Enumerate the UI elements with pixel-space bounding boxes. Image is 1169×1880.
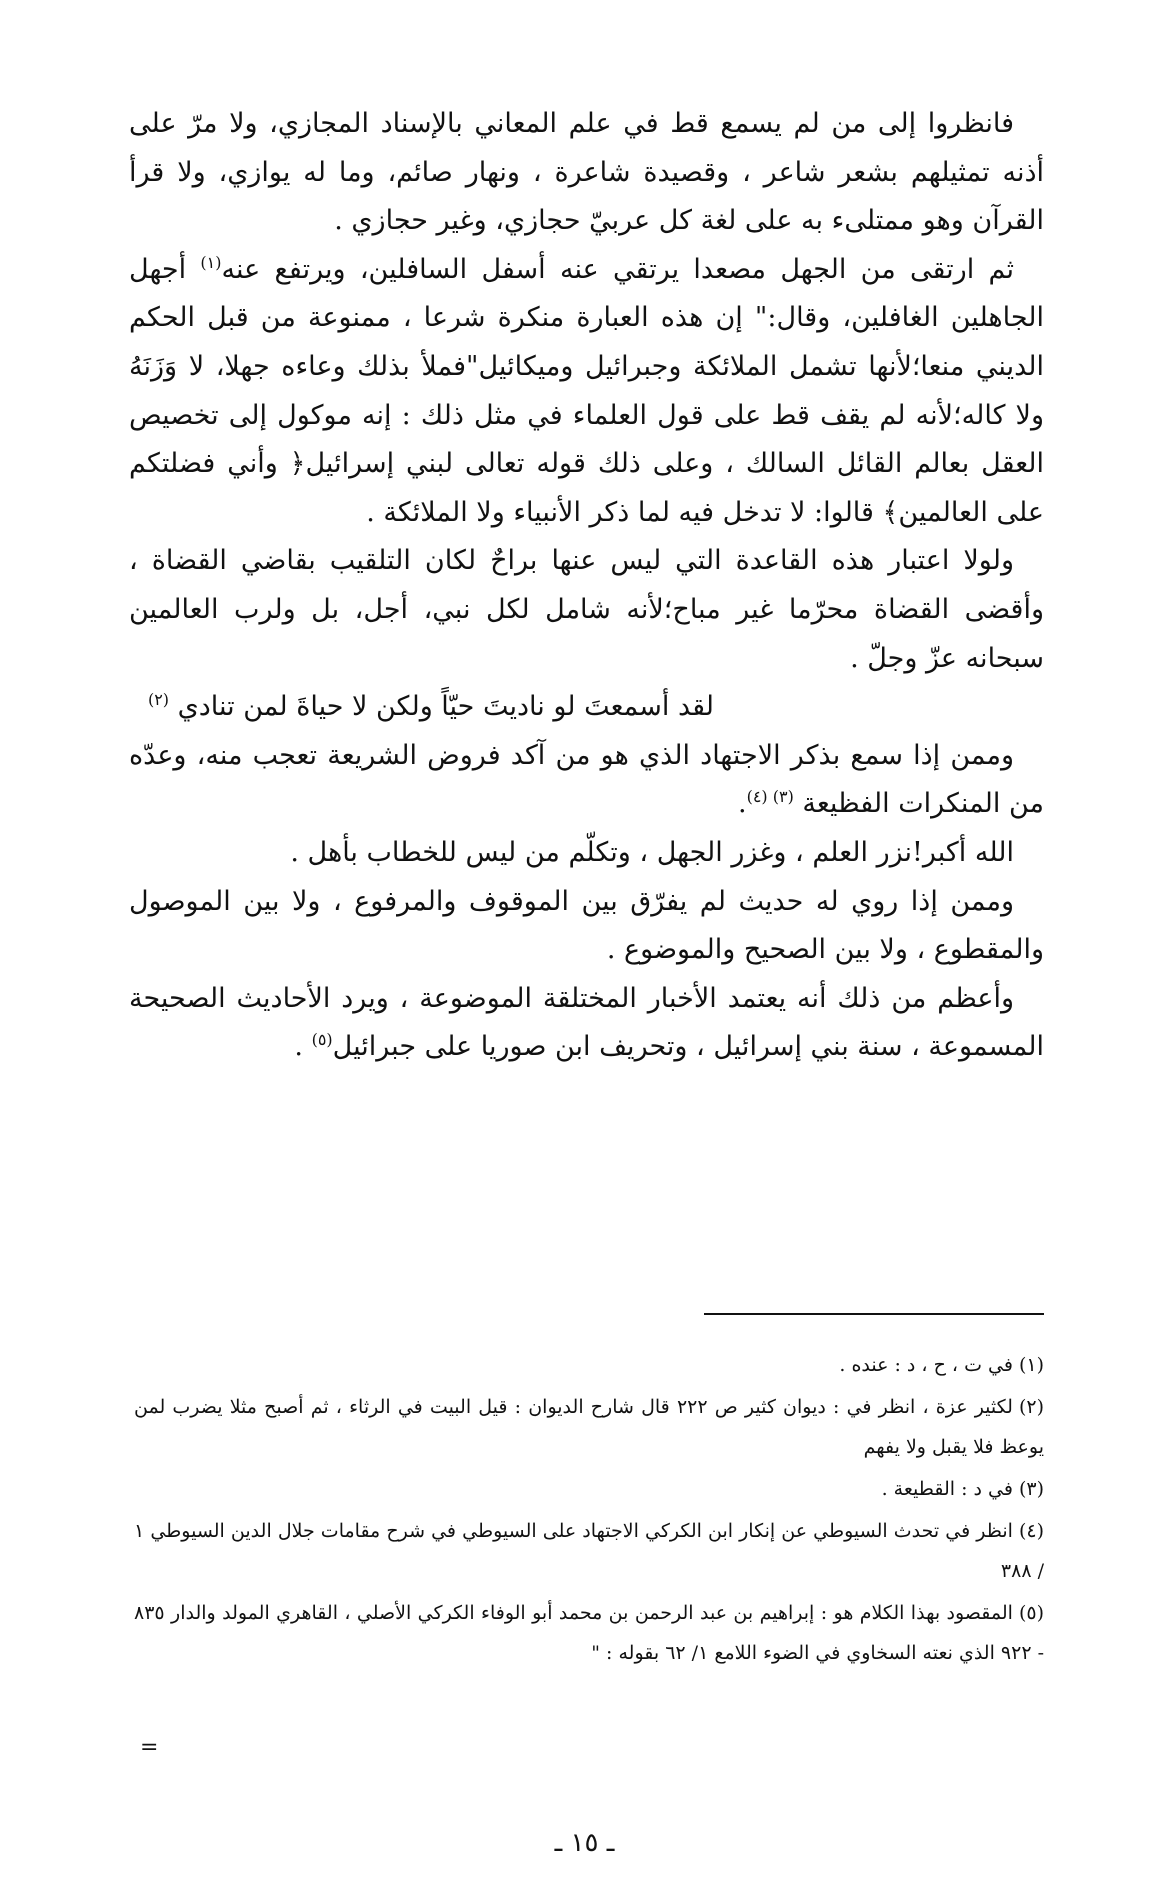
footnote-1 bbox=[134, 1345, 1044, 1385]
footnote-mark: (٤) bbox=[1018, 1520, 1044, 1542]
footnote-text: المقصود بهذا الكلام هو : إبراهيم بن عبد الرحمن بن محمد أبو الوفاء الكركي الأصلي ، القاهري المولد والدار ٨٣٥ - ٩٢٢ الذي نعته السخاوي في الضوء اللامع ١/ ٦٢ بقوله : " bbox=[134, 1602, 1044, 1664]
footnote-separator bbox=[704, 1313, 1044, 1315]
paragraph-2: ثم ارتقى من الجهل مصعدا يرتقي عنه أسفل السافلين، ويرتفع عنه$^{(١)}$ أجهل الجاهلين الغافلين، وقال:" إن هذه العبارة منكرة شرعا ، ممنوعة من قبل الحكم الديني منعا؛لأنها تشمل الملائكة وجبرائيل وميكائيل"فملأ بذلك وعاءه جهلا، لا وَزَنَهُ ولا كاله؛لأنه لم يقف قط على قول العلماء في مثل ذلك : إنه موكول إلى تخصيص العقل بعالم القائل السالك ، وعلى ذلك قوله تعالى لبني إسرائيل﴿ وأني فضلتكم على العالمين﴾ قالوا: لا تدخل فيه لما ذكر الأنبياء ولا الملائكة . bbox=[129, 252, 1044, 528]
footnote-ref-5: (٥) bbox=[311, 1030, 333, 1050]
footnote-4 bbox=[134, 1511, 1044, 1591]
paragraph-1: فانظروا إلى من لم يسمع قط في علم المعاني بالإسناد المجازي، ولا مرّ على أذنه تمثيلهم بشعر شاعر ، وقصيدة شاعرة ، ونهار صائم، وما له يوازي، ولا قرأ القرآن وهو ممتلىء به على لغة كل عربيّ حجازي، وغير حجازي . bbox=[129, 108, 1044, 237]
footnote-ref-3-4: (٣) (٤) bbox=[746, 787, 794, 807]
footnote-ref-1: (١) bbox=[200, 252, 222, 272]
page-number: ـ ١٥ ـ bbox=[554, 1828, 615, 1858]
paragraph-3: ولولا اعتبار هذه القاعدة التي ليس عنها براحٌ لكان التلقيب بقاضي القضاة ، وأقضى القضاة محرّما غير مباح؛لأنه شامل لكل نبي، أجل، بل ولرب العالمين سبحانه عزّ وجلّ . bbox=[129, 545, 1044, 674]
footnote-2 bbox=[134, 1387, 1044, 1467]
footnote-text: في د : القطيعة . bbox=[881, 1478, 1013, 1500]
footnote-3 bbox=[134, 1469, 1044, 1509]
footnote-ref-2: (٢) bbox=[147, 690, 170, 710]
footnote-text: انظر في تحدث السيوطي عن إنكار ابن الكركي الاجتهاد على السيوطي في شرح مقامات جلال الدين السيوطي ١ / ٣٨٨ bbox=[134, 1520, 1044, 1582]
footnotes bbox=[134, 1345, 1044, 1675]
poetry-verse: لقد أسمعتَ لو ناديتَ حيّاً ولكن لا حياةَ لمن تنادي $^{(٢)}$ bbox=[147, 690, 714, 723]
footnote-text: لكثير عزة ، انظر في : ديوان كثير ص ٢٢٢ قال شارح الديوان : قيل البيت في الرثاء ، ثم أصبح مثلا يضرب لمن يوعظ فلا يقبل ولا يفهم bbox=[134, 1396, 1044, 1458]
footnote-text: في ت ، ح ، د : عنده . bbox=[839, 1354, 1013, 1376]
main-text bbox=[129, 100, 1044, 1072]
paragraph-8: وأعظم من ذلك أنه يعتمد الأخبار المختلقة الموضوعة ، ويرد الأحاديث الصحيحة المسموعة ، سنة بني إسرائيل ، وتحريف ابن صوريا على جبرائيل$^{(٥)}$ . bbox=[129, 982, 1044, 1063]
continuation-mark: = bbox=[140, 1735, 159, 1760]
paragraph-7: وممن إذا روي له حديث لم يفرّق بين الموقوف والمرفوع ، ولا بين الموصول والمقطوع ، ولا بين الصحيح والموضوع . bbox=[129, 885, 1044, 966]
footnote-mark: (١) bbox=[1018, 1354, 1044, 1376]
footnote-5 bbox=[134, 1593, 1044, 1673]
footnote-mark: (٣) bbox=[1018, 1478, 1044, 1500]
paragraph-5: وممن إذا سمع بذكر الاجتهاد الذي هو من آكد فروض الشريعة تعجب منه، وعدّه من المنكرات الفظيعة $^{(٣) (٤)}$. bbox=[129, 739, 1044, 820]
footnote-mark: (٥) bbox=[1018, 1602, 1044, 1624]
footnote-mark: (٢) bbox=[1018, 1396, 1044, 1418]
paragraph-6: الله أكبر!نزر العلم ، وغزر الجهل ، وتكلّم من ليس للخطاب بأهل . bbox=[290, 836, 1014, 868]
